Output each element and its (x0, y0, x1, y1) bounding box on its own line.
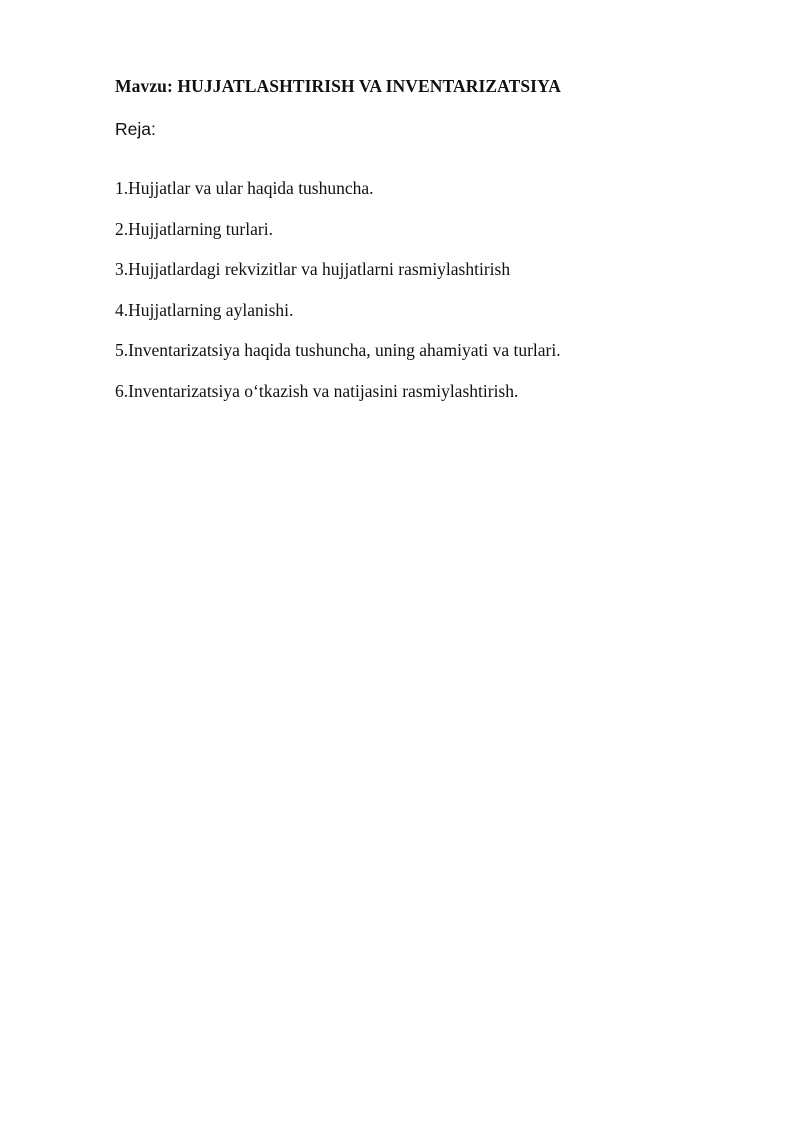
plan-item: 2.Hujjatlarning turlari. (115, 218, 273, 239)
plan-item: 1.Hujjatlar va ular haqida tushuncha. (115, 178, 374, 198)
plan-label: Reja: (115, 119, 156, 139)
plan-item: 3.Hujjatlardagi rekvizitlar va hujjatlarni rasmiylashtirish (115, 259, 511, 279)
plan-item: 4.Hujjatlarning aylanishi. (115, 299, 294, 320)
plan-list (115, 178, 561, 421)
plan-item: 5.Inventarizatsiya haqida tushuncha, uning ahamiyati va turlari. (115, 340, 561, 360)
document-title: Mavzu: HUJJATLASHTIRISH VA INVENTARIZATSIYA (115, 76, 561, 96)
plan-item: 6.Inventarizatsiya o‘tkazish va natijasini rasmiylashtirish. (115, 380, 519, 401)
